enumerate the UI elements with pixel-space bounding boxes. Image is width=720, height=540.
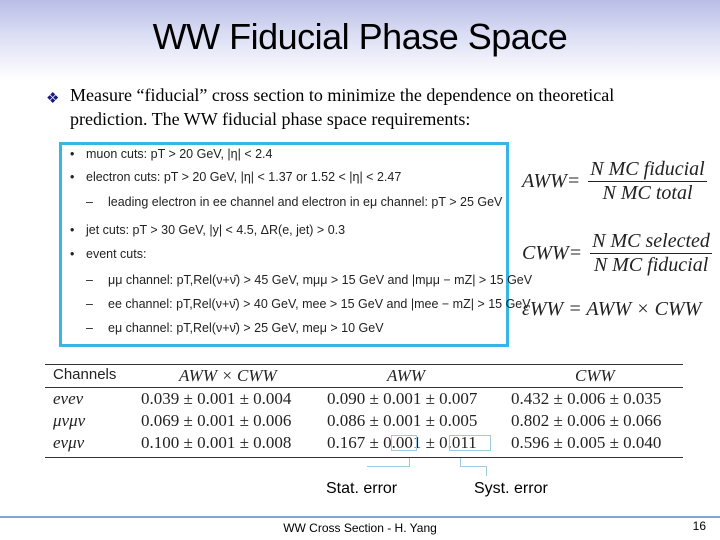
table-header: AWW bbox=[387, 366, 426, 385]
cut-muon: • muon cuts: pT > 20 GeV, |η| < 2.4 bbox=[70, 147, 273, 161]
syst-error-connector-drop bbox=[486, 466, 487, 476]
footer-text: WW Cross Section - H. Yang bbox=[283, 521, 437, 535]
formula-acceptance: AWW = $\frac{\text{N MC fiducial}}{\text{N MC total}}$ bbox=[522, 158, 705, 204]
formula-correction: CWW = $\frac{\text{N MC selected}}{\text{N MC fiducial}}$ bbox=[522, 230, 710, 276]
cut-event: • event cuts: bbox=[70, 247, 147, 261]
table-top-rule bbox=[45, 364, 683, 365]
table-row: μνμν 0.069 ± 0.001 ± 0.006 0.086 ± 0.001 ± 0.005 0.802 ± 0.006 ± 0.066 bbox=[53, 411, 662, 430]
table-header: CWW bbox=[575, 366, 615, 385]
footer-rule bbox=[0, 516, 720, 518]
table-row: eνeν 0.039 ± 0.001 ± 0.004 0.090 ± 0.001 ± 0.007 0.432 ± 0.006 ± 0.035 bbox=[53, 389, 662, 408]
table-header-row bbox=[45, 366, 685, 387]
cut-electron: • electron cuts: pT > 20 GeV, |η| < 1.37 or 1.52 < |η| < 2.47 bbox=[70, 170, 402, 184]
table-row: eνμν 0.100 ± 0.001 ± 0.008 0.167 ± 0.001 ± 0.011 0.596 ± 0.005 ± 0.040 bbox=[53, 433, 662, 452]
table-bottom-rule bbox=[45, 457, 683, 458]
cut-jet: • jet cuts: pT > 30 GeV, |y| < 4.5, ΔR(e, jet) > 0.3 bbox=[70, 223, 346, 237]
formulas bbox=[522, 150, 712, 330]
syst-error-connector bbox=[460, 458, 487, 467]
table-mid-rule bbox=[45, 387, 683, 388]
cut-emu: – eμ channel: pT,Rel(ν+ν̄) > 25 GeV, meμ > 10 GeV bbox=[86, 321, 384, 335]
stat-error-label: Stat. error bbox=[326, 480, 398, 497]
table-header: AWW × CWW bbox=[179, 366, 277, 385]
stat-error-highlight bbox=[391, 435, 417, 451]
cut-leading-electron: – leading electron in ee channel and electron in eμ channel: pT > 25 GeV bbox=[86, 195, 503, 209]
syst-error-label: Syst. error bbox=[474, 480, 548, 497]
diamond-bullet-icon: ❖ bbox=[46, 91, 60, 107]
bullet-text: Measure “fiducial” cross section to minimize the dependence on theoretical prediction. The WW fiducial phase space requirements: bbox=[70, 85, 615, 129]
cut-ee: – ee channel: pT,Rel(ν+ν̄) > 40 GeV, mee > 15 GeV and |mee − mZ| > 15 GeV bbox=[86, 297, 531, 311]
cut-mumu: – μμ channel: pT,Rel(ν+ν̄) > 45 GeV, mμμ > 15 GeV and |mμμ − mZ| > 15 GeV bbox=[86, 273, 533, 287]
results-table bbox=[45, 364, 685, 458]
formula-efficiency: εWW = AWW × CWW bbox=[522, 298, 702, 320]
table-header: Channels bbox=[53, 366, 117, 383]
slide-title: WW Fiducial Phase Space bbox=[152, 16, 568, 57]
page-number: 16 bbox=[692, 519, 706, 533]
bullet-paragraph bbox=[46, 83, 646, 131]
stat-error-connector bbox=[367, 458, 410, 467]
syst-error-highlight bbox=[449, 435, 491, 451]
fiducial-cuts-box bbox=[59, 142, 533, 347]
